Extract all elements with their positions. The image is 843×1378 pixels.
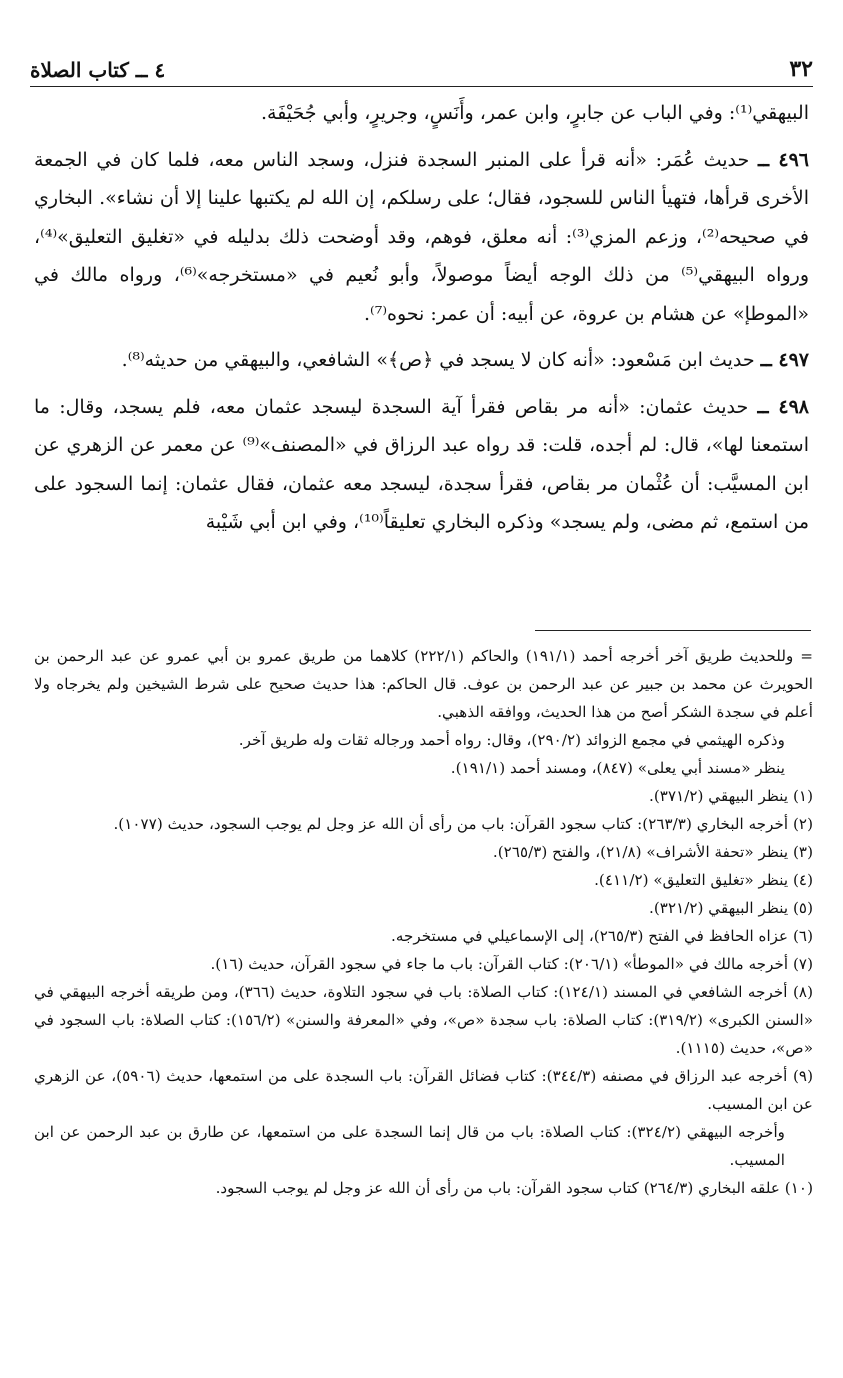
hadith-paragraph <box>34 341 809 380</box>
footnote-marker: (٦) <box>792 927 813 945</box>
footnote <box>34 894 813 922</box>
footnote <box>34 1062 813 1118</box>
footnote-text: علقه البخاري (٢٦٤/٣) كتاب سجود القرآن: باب من رأى أن الله عز وجل لم يوجب السجود. <box>215 1179 780 1197</box>
footnote-marker: (٩) <box>792 1067 814 1085</box>
footnote <box>34 726 813 754</box>
footnote-text: أخرجه مالك في «الموطأ» (٢٠٦/١): كتاب القرآن: باب ما جاء في سجود القرآن، حديث (١٦). <box>210 955 789 973</box>
footnote <box>34 866 813 894</box>
footnote-marker: (٧) <box>792 955 813 973</box>
running-title: ٤ ــ كتاب الصلاة <box>30 58 166 82</box>
footnote <box>34 922 813 950</box>
footnote-text: أخرجه عبد الرزاق في مصنفه (٣٤٤/٣): كتاب فضائل القرآن: باب السجدة على من استمعها، حديث (٥٩٠٦)، عن الزهري عن ابن المسيب. <box>34 1067 813 1113</box>
footnote-text: ينظر «تحفة الأشراف» (٢١/٨)، والفتح (٢٦٥/٣). <box>492 843 789 861</box>
footnote-text: ينظر «مسند أبي يعلى» (٨٤٧)، ومسند أحمد (١٩١/١). <box>450 759 785 777</box>
footnote <box>34 810 813 838</box>
footnote-text: ينظر البيهقي (٣٢١/٢). <box>649 899 789 917</box>
footnote-marker: = <box>800 647 813 665</box>
footnote <box>34 950 813 978</box>
page-header <box>30 46 813 87</box>
hadith-number: ٤٩٨ ــ <box>757 395 809 418</box>
footnote-marker: (١) <box>792 787 813 805</box>
paragraph-text: حديث عُمَر: «أنه قرأ على المنبر السجدة فنزل، وسجد الناس معه، فلما كان في الجمعة الأخرى قرأها، فتهيأ الناس للسجود، فقال؛ على رسلكم، إن الله لم يكتبها علينا إلا أن نشاء». البخاري في صحيحه⁽²⁾، وزعم المزي⁽³⁾: أنه معلق، فوهم، وقد أوضحت ذلك بدليله في «تغليق التعليق»⁽⁴⁾، ورواه البيهقي⁽⁵⁾ من ذلك الوجه أيضاً موصولاً، وأبو نُعيم في «مستخرجه»⁽⁶⁾، ورواه مالك في «الموطإ» عن هشام بن عروة، عن أبيه: أن عمر: نحوه⁽⁷⁾. <box>34 148 809 325</box>
footnote <box>34 838 813 866</box>
footnote-divider <box>535 630 811 631</box>
footnote-marker: (٣) <box>792 843 813 861</box>
paragraph-text: البيهقي⁽¹⁾: وفي الباب عن جابرٍ، وابن عمر، وأَنَسٍ، وجريرٍ، وأبي جُحَيْفَة. <box>260 102 809 124</box>
footnote-text: وللحديث طريق آخر أخرجه أحمد (١٩١/١) والحاكم (٢٢٢/١) كلاهما من طريق عمرو بن أبي عمرو عن عبد الرحمن بن الحويرث عن محمد بن جبير عن عبد الرحمن بن عوف. قال الحاكم: هذا حديث صحيح على شرط الشيخين ولم يخرجاه ولا أعلم في سجدة الشكر أصح من هذا الحديث، ووافقه الذهبي. <box>34 647 813 721</box>
footnote-marker: (٨) <box>792 983 813 1001</box>
hadith-number: ٤٩٧ ــ <box>760 349 809 371</box>
footnote <box>34 642 813 726</box>
footnote-text: وذكره الهيثمي في مجمع الزوائد (٢٩٠/٢)، وقال: رواه أحمد ورجاله ثقات وله طريق آخر. <box>238 731 785 749</box>
paragraph-text: حديث ابن مَسْعود: «أنه كان لا يسجد في ﴿ص﴾» الشافعي، والبيهقي من حديثه⁽⁸⁾. <box>121 349 761 371</box>
footnote-text: عزاه الحافظ في الفتح (٢٦٥/٣)، إلى الإسماعيلي في مستخرجه. <box>391 927 789 945</box>
paragraph <box>34 94 809 133</box>
page-number: ٣٢ <box>789 56 813 82</box>
footnotes <box>34 642 813 1202</box>
footnote-text: ينظر البيهقي (٣٧١/٢). <box>649 787 789 805</box>
footnote-text: أخرجه البخاري (٢٦٣/٣): كتاب سجود القرآن: باب من رأى أن الله عز وجل لم يوجب السجود، حديث (١٠٧٧). <box>113 815 789 833</box>
footnote-marker: (٥) <box>792 899 813 917</box>
paragraph-text: حديث عثمان: «أنه مر بقاص فقرأ آية السجدة ليسجد عثمان معه، فلم يسجد، وقال: ما استمعنا لها»، قال: لم أجده، قلت: قد رواه عبد الرزاق في «المصنف»⁽⁹⁾ عن معمر عن الزهري عن ابن المسيَّب: أن عُثْمان مر بقاص، فقرأ سجدة، ليسجد معه عثمان، فقال عثمان: إنما السجود على من استمع، ثم مضى، ولم يسجد» وذكره البخاري تعليقاً⁽¹⁰⁾، وفي ابن أبي شَيْبة <box>34 395 809 533</box>
hadith-paragraph <box>34 388 809 542</box>
footnote-text: أخرجه الشافعي في المسند (١٢٤/١): كتاب الصلاة: باب في سجود التلاوة، حديث (٣٦٦)، ومن طريقه أخرجه البيهقي في «السنن الكبرى» (٣١٩/٢): كتاب الصلاة: باب سجدة «ص»، وفي «المعرفة والسنن» (١٥٦/٢): كتاب الصلاة: باب السجود في «ص»، حديث (١١١٥). <box>34 983 813 1057</box>
hadith-number: ٤٩٦ ــ <box>757 148 809 171</box>
footnote <box>34 1118 813 1174</box>
footnote <box>34 754 813 782</box>
main-text <box>34 94 809 550</box>
footnote <box>34 1174 813 1202</box>
hadith-paragraph <box>34 141 809 334</box>
footnote <box>34 782 813 810</box>
footnote <box>34 978 813 1062</box>
footnote-marker: (١٠) <box>784 1179 813 1197</box>
footnote-marker: (٢) <box>792 815 813 833</box>
footnote-text: وأخرجه البيهقي (٣٢٤/٢): كتاب الصلاة: باب من قال إنما السجدة على من استمعها، عن طارق بن عبد الرحمن عن ابن المسيب. <box>34 1123 785 1169</box>
footnote-text: ينظر «تغليق التعليق» (٤١١/٢). <box>594 871 789 889</box>
footnote-marker: (٤) <box>792 871 813 889</box>
